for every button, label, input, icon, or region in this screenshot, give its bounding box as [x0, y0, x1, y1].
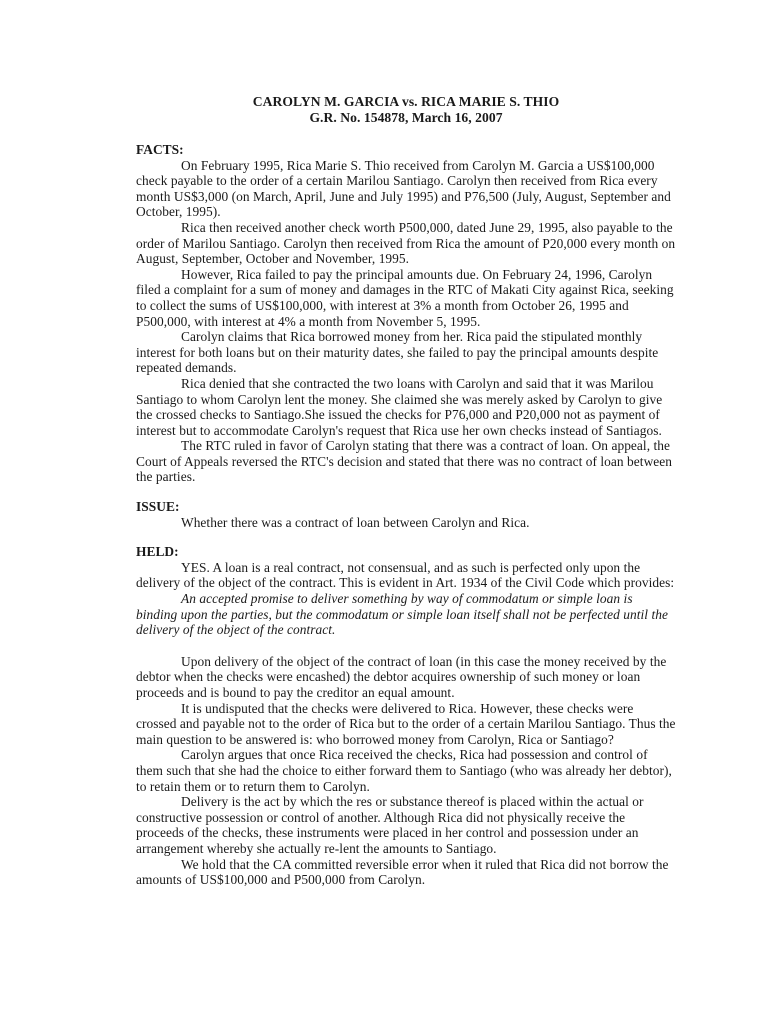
facts-heading: FACTS: [136, 142, 184, 157]
facts-paragraph-4: Carolyn claims that Rica borrowed money from her. Rica paid the stipulated monthly interest for both loans but on their maturity dates, she failed to pay the principal amounts despite repeated demands. [136, 329, 659, 376]
issue-text: Whether there was a contract of loan between Carolyn and Rica. [181, 514, 530, 530]
case-citation: G.R. No. 154878, March 16, 2007 [309, 110, 503, 125]
facts-paragraph-6: The RTC ruled in favor of Carolyn stating that there was a contract of loan. On appeal, the Court of Appeals reversed the RTC's decision and stated that there was no contract of loan between the parties. [136, 438, 673, 485]
held-paragraph-5: We hold that the CA committed reversible error when it ruled that Rica did not borrow the amounts of US$100,000 and P500,000 from Carolyn. [136, 856, 669, 888]
facts-paragraph-3: However, Rica failed to pay the principal amounts due. On February 24, 1996, Carolyn filed a complaint for a sum of money and damages in the RTC of Makati City against Rica, seeking to collect the sums of US$100,000, with interest at 3% a month from October 26, 1995 and P500,000, with interest at 4% a month from November 5, 1995. [136, 266, 674, 329]
case-title-block [136, 94, 676, 126]
case-digest [136, 94, 676, 888]
held-intro: YES. A loan is a real contract, not consensual, and as such is perfected only upon the delivery of the object of the contract. This is evident in Art. 1934 of the Civil Code which provides: [136, 559, 675, 591]
case-title: CAROLYN M. GARCIA vs. RICA MARIE S. THIO [252, 94, 560, 109]
facts-paragraph-2: Rica then received another check worth P500,000, dated June 29, 1995, also payable to the order of Marilou Santiago. Carolyn then received from Rica the amount of P20,000 every month on August, September, October and November, 1995. [136, 219, 676, 267]
held-paragraph-4: Delivery is the act by which the res or substance thereof is placed within the actual or constructive possession or control of another. Although Rica did not physically receive the proceeds of the checks, these instruments were placed in her control and possession under an arrangement whereby she actually re-lent the amounts to Santiago. [136, 794, 644, 856]
issue-heading: ISSUE: [136, 499, 180, 515]
held-heading: HELD: [136, 544, 179, 560]
civil-code-quote: An accepted promise to deliver something by way of commodatum or simple loan is binding upon the parties, but the commodatum or simple loan itself shall not be perfected until the delivery of the object of the contract. [136, 591, 668, 638]
facts-paragraph-1: On February 1995, Rica Marie S. Thio received from Carolyn M. Garcia a US$100,000 check payable to the order of a certain Marilou Santiago. Carolyn then received from Rica every month US$3,000 (on March, April, June and July 1995) and P76,500 (July, August, September and October, 1995). [136, 157, 671, 220]
held-paragraph-1: Upon delivery of the object of the contract of loan (in this case the money received by the debtor when the checks were encashed) the debtor acquires ownership of such money or loan proceeds and is bound to pay the creditor an equal amount. [136, 653, 667, 700]
held-paragraph-2: It is undisputed that the checks were delivered to Rica. However, these checks were crossed and payable not to the order of Rica but to the order of a certain Marilou Santiago. Thus the main question to be answered is: who borrowed money from Carolyn, Rica or Santiago? [136, 700, 676, 747]
facts-paragraph-5: Rica denied that she contracted the two loans with Carolyn and said that it was Marilou Santiago to whom Carolyn lent the money. She claimed she was merely asked by Carolyn to give the crossed checks to Santiago.She issued the checks for P76,000 and P20,000 not as payment of interest but to accommodate Carolyn's request that Rica use her own checks instead of Santiagos. [136, 375, 663, 438]
held-paragraph-3: Carolyn argues that once Rica received the checks, Rica had possession and control of them such that she had the choice to either forward them to Santiago (who was already her debtor), to retain them or to return them to Carolyn. [136, 747, 672, 794]
